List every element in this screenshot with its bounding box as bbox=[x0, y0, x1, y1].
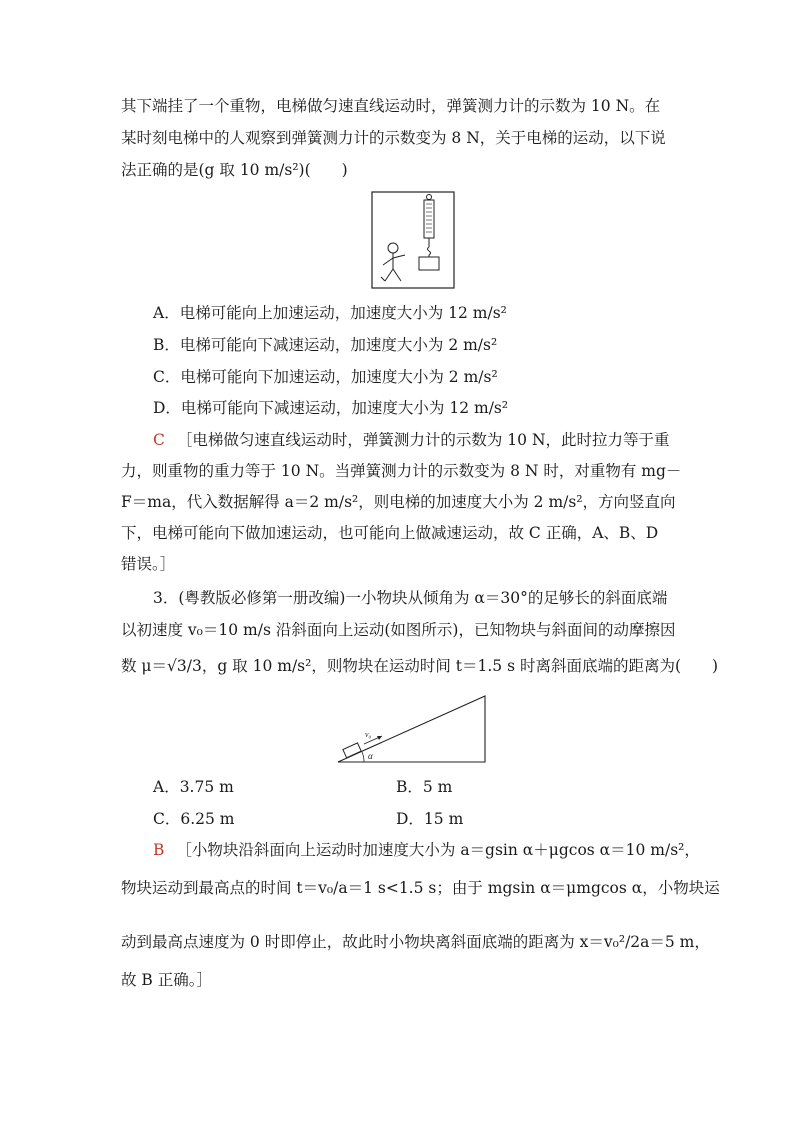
q3-line-1: 3．(粤教版必修第一册改编)一小物块从倾角为 α＝30°的足够长的斜面底端 bbox=[153, 589, 668, 607]
q3-option-d: D．15 m bbox=[396, 810, 464, 828]
q2-explanation-line-5: 错误。］ bbox=[121, 555, 176, 573]
q3-option-a: A．3.75 m bbox=[153, 778, 234, 796]
q2-line-2: 某时刻电梯中的人观察到弹簧测力计的示数变为 8 N，关于电梯的运动，以下说 bbox=[121, 129, 666, 147]
elevator-figure bbox=[371, 191, 455, 289]
q2-line-3: 法正确的是(g 取 10 m/s²)( ) bbox=[121, 161, 348, 179]
q2-option-d: D．电梯可能向下减速运动，加速度大小为 12 m/s² bbox=[153, 399, 509, 417]
weight-icon bbox=[419, 257, 439, 270]
q2-line-1: 其下端挂了一个重物，电梯做匀速直线运动时，弹簧测力计的示数为 10 N。在 bbox=[121, 97, 661, 115]
q3-explanation-text-1: ［小物块沿斜面向上运动时加速度大小为 a＝gsin α＋μgcos α＝10 m/s²， bbox=[176, 841, 700, 859]
q2-explanation-line-1 bbox=[153, 430, 670, 450]
q3-line-2: 以初速度 v₀＝10 m/s 沿斜面向上运动(如图所示)，已知物块与斜面间的动摩擦因 bbox=[121, 621, 676, 639]
person-icon bbox=[388, 243, 398, 253]
q3-option-c: C．6.25 m bbox=[153, 810, 235, 828]
q3-explanation-line-2: 物块运动到最高点的时间 t＝v₀/a＝1 s<1.5 s；由于 mgsin α＝μmgcos α，小物块运 bbox=[121, 879, 720, 897]
q2-option-b: B．电梯可能向下减速运动，加速度大小为 2 m/s² bbox=[153, 336, 498, 354]
velocity-label: v₀ bbox=[365, 730, 372, 739]
q3-explanation-line-4: 故 B 正确。］ bbox=[121, 971, 212, 989]
incline-figure bbox=[336, 694, 488, 764]
q2-answer-letter: C bbox=[153, 431, 165, 449]
q2-explanation-line-2: 力，则重物的重力等于 10 N。当弹簧测力计的示数变为 8 N 时，对重物有 mg－ bbox=[121, 462, 682, 480]
q2-explanation-line-4: 下，电梯可能向下做加速运动，也可能向上做减速运动，故 C 正确，A、B、D bbox=[121, 524, 659, 542]
spring-scale-icon bbox=[424, 200, 434, 238]
angle-label: α bbox=[368, 751, 373, 761]
q2-explanation-text-1: ［电梯做匀速直线运动时，弹簧测力计的示数为 10 N，此时拉力等于重 bbox=[176, 431, 670, 449]
q3-line-3: 数 μ＝√3/3，g 取 10 m/s²，则物块在运动时间 t＝1.5 s 时离斜面底端的距离为( ) bbox=[121, 657, 719, 675]
q3-explanation-line-1 bbox=[153, 840, 700, 860]
q3-answer-letter: B bbox=[153, 841, 165, 859]
q2-option-c: C．电梯可能向下加速运动，加速度大小为 2 m/s² bbox=[153, 368, 498, 386]
block-icon bbox=[343, 743, 361, 758]
q2-explanation-line-3: F＝ma，代入数据解得 a＝2 m/s²，则电梯的加速度大小为 2 m/s²，方向竖直向 bbox=[121, 493, 676, 511]
q3-option-b: B．5 m bbox=[396, 778, 453, 796]
q3-explanation-line-3: 动到最高点速度为 0 时即停止，故此时小物块离斜面底端的距离为 x＝v₀²/2a＝5 m， bbox=[121, 933, 710, 951]
q2-option-a: A．电梯可能向上加速运动，加速度大小为 12 m/s² bbox=[153, 304, 507, 322]
